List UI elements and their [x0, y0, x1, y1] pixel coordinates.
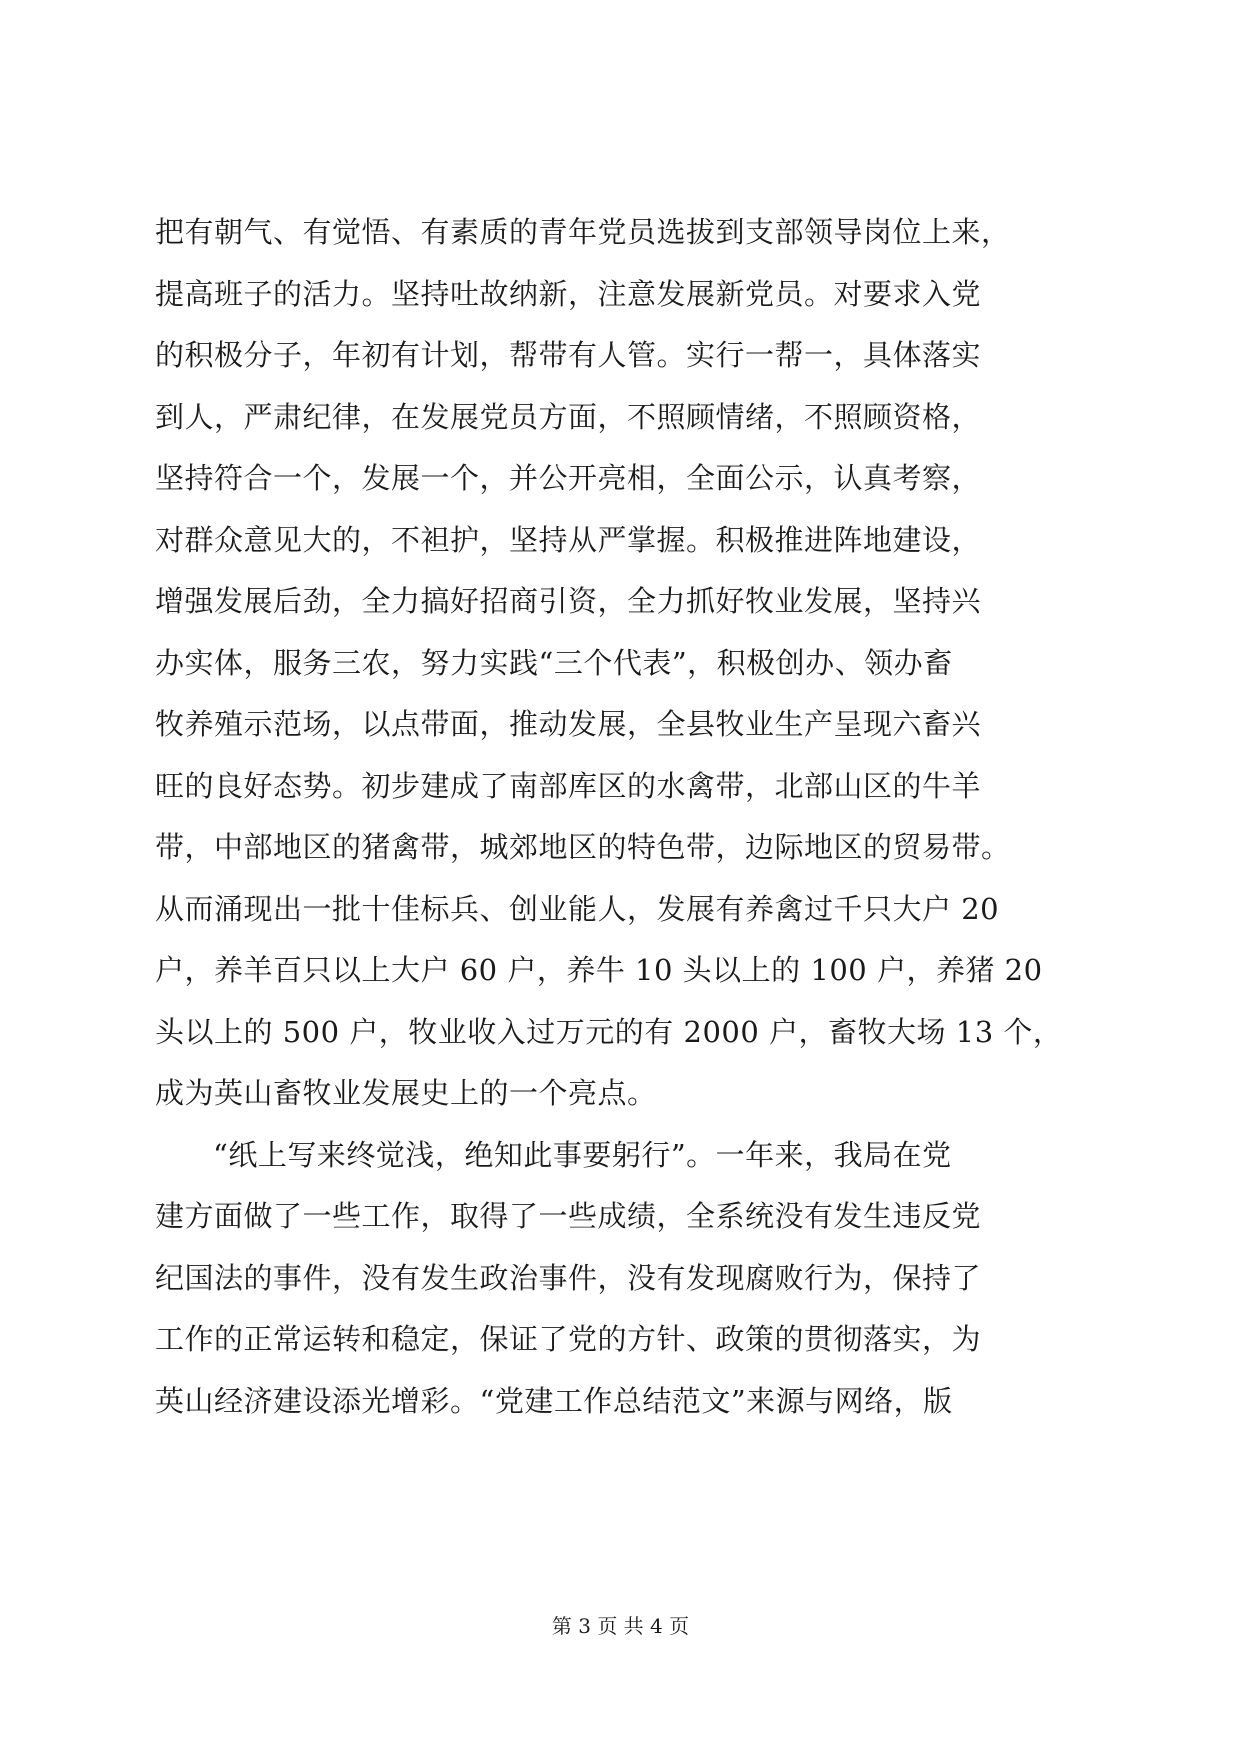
- text-line: 带，中部地区的猪禽带，城郊地区的特色带，边际地区的贸易带。: [155, 830, 1011, 864]
- text-line: 纪国法的事件，没有发生政治事件，没有发现腐败行为，保持了: [155, 1260, 982, 1295]
- text-line: 旺的良好态势。初步建成了南部库区的水禽带，北部山区的牛羊: [155, 768, 982, 803]
- text-line: 到人，严肃纪律，在发展党员方面，不照顾情绪，不照顾资格，: [155, 399, 982, 434]
- text-line: 办实体，服务三农，努力实践“三个代表”，积极创办、领办畜: [155, 645, 953, 680]
- text-line: 增强发展后劲，全力搞好招商引资，全力抓好牧业发展，坚持兴: [155, 584, 982, 618]
- text-line: 对群众意见大的，不袒护，坚持从严掌握。积极推进阵地建设，: [155, 522, 982, 557]
- body-text: [155, 202, 1095, 1432]
- text-line: 牧养殖示范场，以点带面，推动发展，全县牧业生产呈现六畜兴: [155, 707, 982, 741]
- text-line: 建方面做了一些工作，取得了一些成绩，全系统没有发生违反党: [155, 1199, 982, 1233]
- text-line: 的积极分子，年初有计划，帮带有人管。实行一帮一，具体落实: [155, 338, 982, 372]
- text-line: 户，养羊百只以上大户 60 户，养牛 10 头以上的 100 户，养猪 20: [155, 953, 1043, 987]
- text-line: 英山经济建设添光增彩。“党建工作总结范文”来源与网络，版: [155, 1383, 953, 1418]
- paragraph-start-line: “纸上写来终觉浅，绝知此事要躬行”。一年来，我局在党: [213, 1137, 952, 1172]
- text-line: 成为英山畜牧业发展史上的一个亮点。: [155, 1076, 657, 1110]
- page-number-footer: 第 3 页 共 4 页: [551, 1614, 690, 1638]
- text-line: 工作的正常运转和稳定，保证了党的方针、政策的贯彻落实，为: [155, 1322, 982, 1356]
- text-line: 把有朝气、有觉悟、有素质的青年党员选拔到支部领导岗位上来，: [155, 215, 1011, 249]
- text-line: 从而涌现出一批十佳标兵、创业能人，发展有养禽过千只大户 20: [155, 891, 1000, 926]
- text-line: 坚持符合一个，发展一个，并公开亮相，全面公示，认真考察，: [155, 461, 982, 495]
- text-line: 提高班子的活力。坚持吐故纳新，注意发展新党员。对要求入党: [155, 276, 982, 311]
- text-line: 头以上的 500 户，牧业收入过万元的有 2000 户，畜牧大场 13 个，: [155, 1014, 1063, 1049]
